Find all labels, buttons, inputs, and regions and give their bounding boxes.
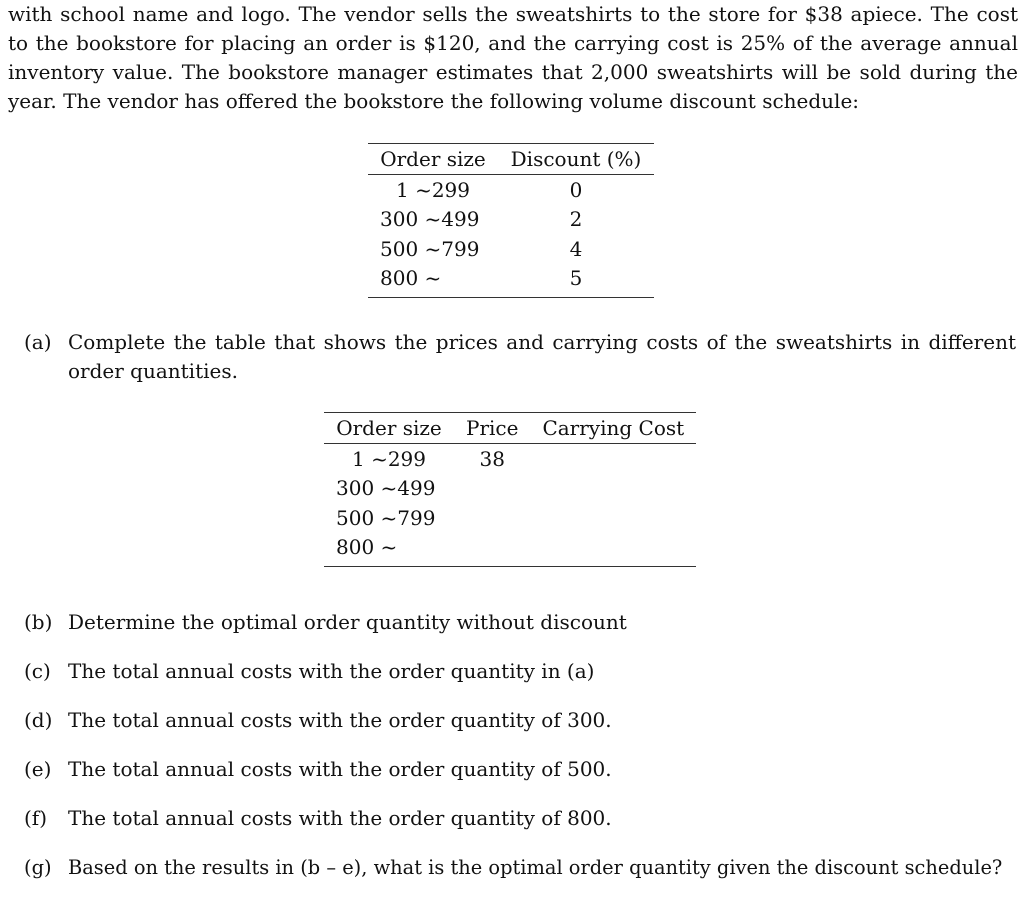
table-row [368,234,654,264]
part-g [24,853,1002,882]
part-d [24,706,612,735]
part-text: The total annual costs with the order quantity in (a) [68,659,595,683]
discount-table [368,143,654,298]
price-table-header-order-size: Order size [324,413,454,444]
order-size-cell: 300 ~499 [336,476,436,501]
table-row [324,444,696,474]
order-size-cell: 800 ~ [368,264,498,298]
part-label: (a) [24,330,52,354]
part-text: Based on the results in (b – e), what is the optimal order quantity given the discount schedule? [68,856,1003,879]
table-row [324,474,696,504]
discount-table-header-discount: Discount (%) [498,144,654,175]
part-a-line: Complete the table that shows the prices and carrying costs of the sweatshirts in different [68,330,1016,354]
intro-line: inventory value. The bookstore manager estimates that 2,000 sweatshirts will be sold during the [8,60,1018,84]
carrying-cost-cell [530,503,696,533]
discount-cell: 2 [569,207,583,232]
discount-table-header-order-size: Order size [368,144,498,175]
part-f [24,804,612,833]
part-label: (e) [24,757,52,781]
part-text: The total annual costs with the order quantity of 800. [68,806,612,830]
order-size-cell: 500 ~799 [336,505,436,530]
price-table [324,412,696,567]
price-cell [454,503,530,533]
order-size-cell: 1 ~299 [395,177,470,202]
carrying-cost-cell [530,474,696,504]
order-size-cell: 500 ~799 [380,236,480,261]
table-row [324,503,696,533]
table-row [368,175,654,205]
carrying-cost-cell [530,444,696,474]
carrying-cost-cell [530,533,696,567]
discount-cell: 0 [569,177,583,202]
part-text: Determine the optimal order quantity without discount [68,610,627,634]
table-row [368,205,654,235]
price-cell [454,533,530,567]
part-b [24,608,627,637]
order-size-cell: 1 ~299 [351,446,426,471]
table-row [324,533,696,567]
intro-line: with school name and logo. The vendor sells the sweatshirts to the store for $38 apiece. The cost [8,2,1018,26]
part-e [24,755,612,784]
price-cell: 38 [479,446,505,471]
part-label: (d) [24,708,53,732]
part-label: (c) [24,659,51,683]
discount-cell: 5 [498,264,654,298]
part-label: (f) [24,806,48,830]
table-row [368,264,654,298]
part-text: The total annual costs with the order quantity of 500. [68,757,612,781]
order-size-cell: 800 ~ [324,533,454,567]
part-c [24,657,594,686]
part-label: (g) [24,856,52,879]
part-a [24,328,1018,386]
part-text: The total annual costs with the order quantity of 300. [68,708,612,732]
discount-cell: 4 [569,236,583,261]
intro-paragraph [8,0,1018,116]
price-table-header-carrying-cost: Carrying Cost [530,413,696,444]
part-label: (b) [24,610,53,634]
intro-line: to the bookstore for placing an order is $120, and the carrying cost is 25% of the average annual [8,31,1018,55]
order-size-cell: 300 ~499 [380,207,480,232]
part-a-line: order quantities. [68,359,238,383]
intro-line: year. The vendor has offered the bookstore the following volume discount schedule: [8,89,860,113]
price-table-header-price: Price [454,413,530,444]
price-cell [454,474,530,504]
